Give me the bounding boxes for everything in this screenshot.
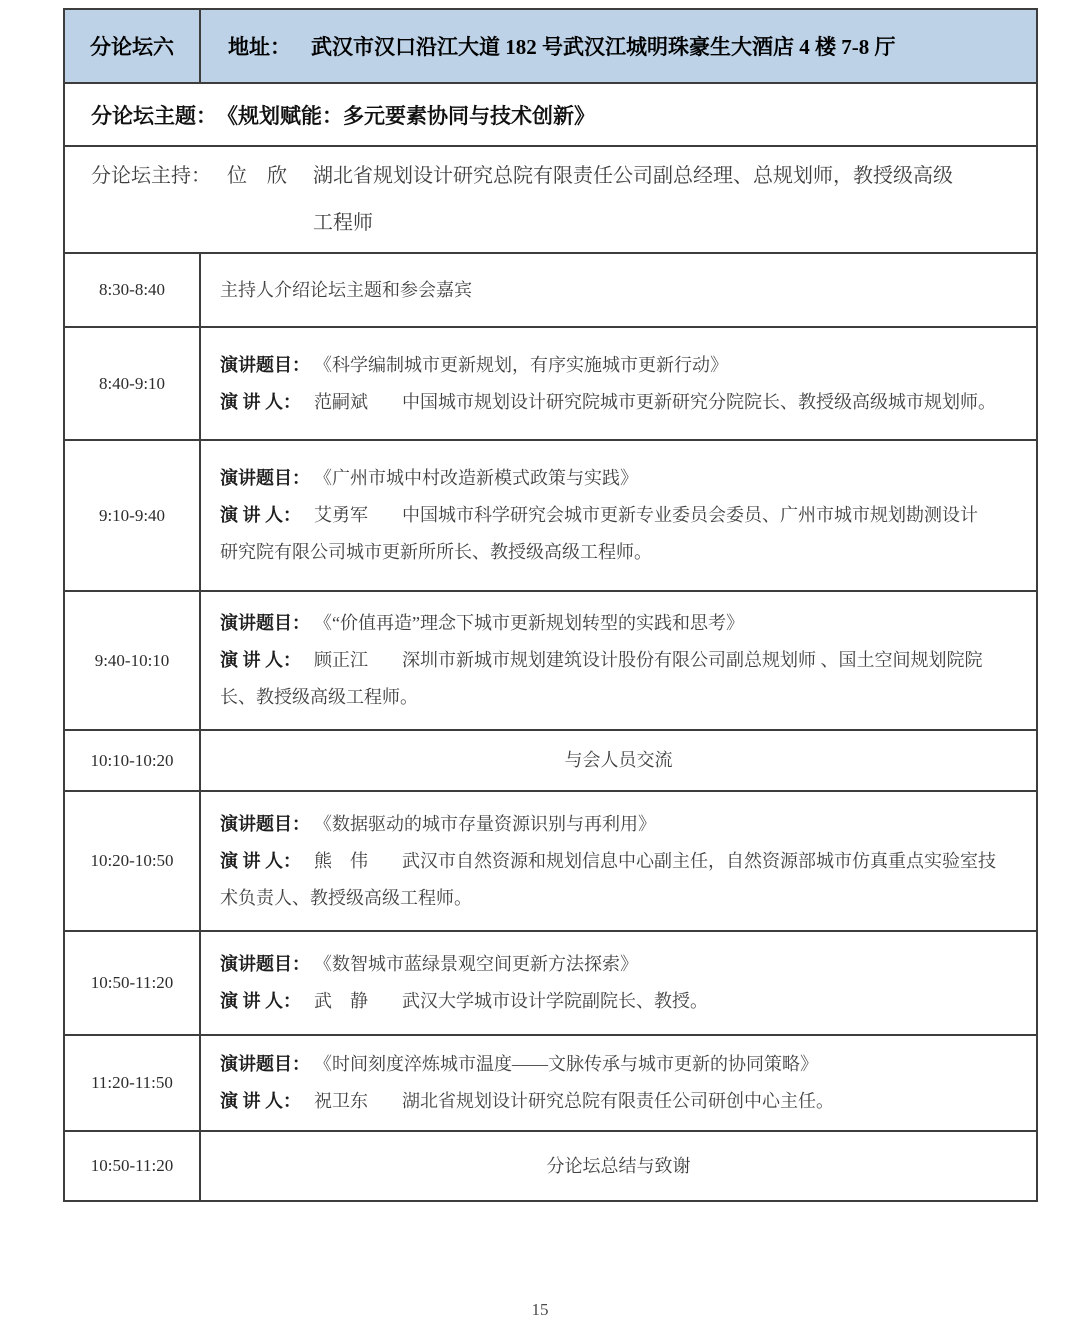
session-content [201, 328, 1036, 439]
talk-speaker-name: 范嗣斌 [314, 391, 368, 412]
host-description-line2: 工程师 [313, 211, 373, 234]
session-content [201, 932, 1036, 1034]
page-number: 15 [531, 1300, 549, 1319]
talk-speaker-name: 武 静 [314, 991, 368, 1011]
time-slot: 10:10-10:20 [65, 731, 201, 790]
session-content [201, 592, 1036, 729]
talk-speaker-label: 演 讲 人： [220, 850, 301, 871]
theme-row [65, 82, 1036, 145]
talk-speaker-name: 艾勇军 [314, 505, 368, 525]
talk-speaker-label: 演 讲 人： [220, 505, 301, 525]
session-row-talk4 [65, 790, 1036, 930]
talk-title: 《“价值再造”理念下城市更新规划转型的实践和思考》 [323, 613, 744, 633]
talk-speaker-line [220, 843, 1024, 880]
talk-speaker-affiliation: 湖北省规划设计研究总院有限责任公司研创中心主任。 [402, 1091, 834, 1111]
talk-speaker-label: 演 讲 人： [220, 1091, 301, 1111]
host-description [313, 153, 1022, 247]
session-row-talk6 [65, 1034, 1036, 1130]
talk-title: 《时间刻度淬炼城市温度——文脉传承与城市更新的协同策略》 [323, 1054, 818, 1074]
session-text: 主持人介绍论坛主题和参会嘉宾 [220, 279, 472, 300]
talk-title-label: 演讲题目： [220, 954, 310, 974]
time-slot: 10:50-11:20 [65, 1132, 201, 1200]
talk-speaker-label: 演 讲 人： [220, 991, 301, 1011]
session-row-closing [65, 1130, 1036, 1200]
time-slot: 10:50-11:20 [65, 932, 201, 1034]
talk-speaker-affiliation: 深圳市新城市规划建筑设计股份有限公司副总规划师 、国土空间规划院院 [402, 650, 983, 670]
talk-speaker-affiliation-cont: 研究院有限公司城市更新所所长、教授级高级工程师。 [220, 542, 652, 562]
host-wrap [91, 153, 1022, 247]
talk-speaker-affiliation: 武汉市自然资源和规划信息中心副主任，自然资源部城市仿真重点实验室技 [402, 850, 996, 871]
talk-speaker-name: 顾正江 [314, 650, 368, 670]
time-slot: 9:10-9:40 [65, 441, 201, 590]
talk-title-line [220, 460, 1024, 497]
agenda-table [63, 8, 1038, 1202]
talk-speaker-line [220, 497, 1024, 534]
talk-speaker-line [220, 983, 1024, 1020]
talk-title-label: 演讲题目： [220, 1054, 310, 1074]
header-row [65, 10, 1036, 82]
session-row-talk5 [65, 930, 1036, 1034]
talk-title: 《科学编制城市更新规划，有序实施城市更新行动》 [323, 354, 728, 375]
talk-title: 《数据驱动的城市存量资源识别与再利用》 [323, 813, 656, 834]
talk-title-line [220, 347, 1024, 384]
talk-speaker-label: 演 讲 人： [220, 650, 301, 670]
talk-speaker-affiliation: 中国城市规划设计研究院城市更新研究分院院长、教授级高级城市规划师。 [402, 391, 996, 412]
forum-title: 分论坛六 [65, 10, 201, 82]
talk-speaker-name: 祝卫东 [314, 1091, 368, 1111]
time-slot: 11:20-11:50 [65, 1036, 201, 1130]
time-slot: 10:20-10:50 [65, 792, 201, 930]
time-slot: 8:40-9:10 [65, 328, 201, 439]
talk-speaker-line [220, 384, 1024, 421]
session-text: 分论坛总结与致谢 [546, 1155, 691, 1176]
talk-title-label: 演讲题目： [220, 354, 310, 375]
address-value: 武汉市汉口沿江大道 182 号武汉江城明珠豪生大酒店 4 楼 7-8 厅 [311, 35, 896, 59]
talk-speaker-affiliation: 中国城市科学研究会城市更新专业委员会委员、广州市城市规划勘测设计 [402, 505, 978, 525]
theme-cell [65, 84, 1036, 145]
session-content [201, 731, 1036, 790]
talk-speaker-affiliation-cont: 长、教授级高级工程师。 [220, 687, 418, 707]
talk-title-line [220, 806, 1024, 843]
talk-title-label: 演讲题目： [220, 613, 310, 633]
address-label: 地址： [228, 35, 291, 59]
session-content [201, 254, 1036, 326]
talk-title: 《数智城市蓝绿景观空间更新方法探索》 [323, 954, 638, 974]
session-row-talk1 [65, 326, 1036, 439]
session-row-discussion [65, 729, 1036, 790]
host-row [65, 145, 1036, 252]
talk-title-label: 演讲题目： [220, 468, 310, 488]
host-description-line1: 湖北省规划设计研究总院有限责任公司副总经理、总规划师，教授级高级 [313, 164, 953, 187]
talk-title-line [220, 946, 1024, 983]
theme-label: 分论坛主题： [91, 103, 217, 128]
session-row-intro [65, 252, 1036, 326]
host-cell [65, 147, 1036, 252]
session-content [201, 1132, 1036, 1200]
talk-title-label: 演讲题目： [220, 813, 310, 834]
talk-speaker-name: 熊 伟 [314, 850, 368, 871]
talk-title-line [220, 1046, 1024, 1083]
session-row-talk2 [65, 439, 1036, 590]
talk-speaker-label: 演 讲 人： [220, 391, 301, 412]
talk-speaker-affiliation: 武汉大学城市设计学院副院长、教授。 [402, 991, 708, 1011]
time-slot: 8:30-8:40 [65, 254, 201, 326]
address-cell [201, 10, 1036, 82]
talk-speaker-affiliation-cont: 术负责人、教授级高级工程师。 [220, 887, 472, 908]
session-content [201, 792, 1036, 930]
talk-speaker-line [220, 1083, 1024, 1120]
host-name: 位 欣 [227, 164, 287, 187]
theme-title: 《规划赋能：多元要素协同与技术创新》 [217, 103, 595, 128]
time-slot: 9:40-10:10 [65, 592, 201, 729]
host-label: 分论坛主持： [91, 164, 211, 187]
talk-title: 《广州市城中村改造新模式政策与实践》 [323, 468, 638, 488]
session-content [201, 441, 1036, 590]
session-text: 与会人员交流 [564, 750, 673, 770]
talk-speaker-line [220, 642, 1024, 679]
session-content [201, 1036, 1036, 1130]
talk-title-line [220, 605, 1024, 642]
session-row-talk3 [65, 590, 1036, 729]
